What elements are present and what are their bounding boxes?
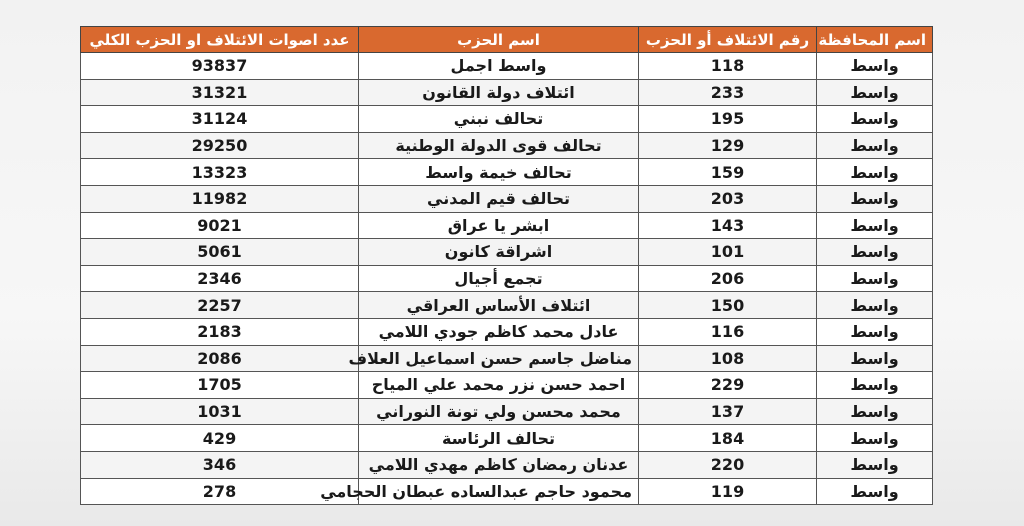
governorate-cell: واسط — [817, 398, 933, 425]
table-row — [81, 212, 933, 239]
governorate-cell: واسط — [817, 425, 933, 452]
party-name-cell: تحالف قيم المدني — [359, 185, 639, 212]
table-row — [81, 292, 933, 319]
table-row — [81, 106, 933, 133]
votes-cell: 2086 — [81, 345, 359, 372]
coalition-number-cell: 116 — [639, 318, 817, 345]
governorate-cell: واسط — [817, 292, 933, 319]
votes-cell: 9021 — [81, 212, 359, 239]
party-name-cell: مناضل جاسم حسن اسماعيل العلاف — [359, 345, 639, 372]
party-name-cell: ائتلاف دولة القانون — [359, 79, 639, 106]
votes-cell: 31321 — [81, 79, 359, 106]
party-name-cell: تحالف نبني — [359, 106, 639, 133]
governorate-cell: واسط — [817, 53, 933, 80]
governorate-cell: واسط — [817, 451, 933, 478]
table-row — [81, 53, 933, 80]
votes-cell: 346 — [81, 451, 359, 478]
governorate-cell: واسط — [817, 106, 933, 133]
party-name-cell: تحالف الرئاسة — [359, 425, 639, 452]
governorate-cell: واسط — [817, 265, 933, 292]
coalition-number-cell: 195 — [639, 106, 817, 133]
coalition-number-cell: 229 — [639, 372, 817, 399]
party-name-cell: محمد محسن ولي تونة النوراني — [359, 398, 639, 425]
coalition-number-cell: 118 — [639, 53, 817, 80]
governorate-cell: واسط — [817, 478, 933, 505]
coalition-number-cell: 159 — [639, 159, 817, 186]
governorate-cell: واسط — [817, 239, 933, 266]
table-row — [81, 372, 933, 399]
table-header-row — [81, 27, 933, 53]
table-row — [81, 132, 933, 159]
table-row — [81, 159, 933, 186]
election-results-table — [80, 26, 933, 505]
table-row — [81, 451, 933, 478]
governorate-cell: واسط — [817, 212, 933, 239]
table-row — [81, 79, 933, 106]
governorate-cell: واسط — [817, 372, 933, 399]
header-coalition-number: رقم الائتلاف أو الحزب — [639, 27, 817, 53]
votes-cell: 13323 — [81, 159, 359, 186]
table-body — [81, 53, 933, 505]
coalition-number-cell: 101 — [639, 239, 817, 266]
governorate-cell: واسط — [817, 185, 933, 212]
votes-cell: 31124 — [81, 106, 359, 133]
table-row — [81, 425, 933, 452]
governorate-cell: واسط — [817, 318, 933, 345]
party-name-cell: تجمع أجيال — [359, 265, 639, 292]
coalition-number-cell: 119 — [639, 478, 817, 505]
party-name-cell: اشراقة كانون — [359, 239, 639, 266]
coalition-number-cell: 108 — [639, 345, 817, 372]
coalition-number-cell: 220 — [639, 451, 817, 478]
party-name-cell: تحالف قوى الدولة الوطنية — [359, 132, 639, 159]
table-row — [81, 185, 933, 212]
party-name-cell: عادل محمد كاظم جودي اللامي — [359, 318, 639, 345]
coalition-number-cell: 184 — [639, 425, 817, 452]
votes-cell: 1705 — [81, 372, 359, 399]
votes-cell: 29250 — [81, 132, 359, 159]
votes-cell: 2346 — [81, 265, 359, 292]
coalition-number-cell: 150 — [639, 292, 817, 319]
votes-cell: 93837 — [81, 53, 359, 80]
votes-cell: 11982 — [81, 185, 359, 212]
table-row — [81, 239, 933, 266]
votes-cell: 5061 — [81, 239, 359, 266]
coalition-number-cell: 206 — [639, 265, 817, 292]
coalition-number-cell: 137 — [639, 398, 817, 425]
table-row — [81, 478, 933, 505]
results-table-container — [80, 26, 932, 505]
votes-cell: 1031 — [81, 398, 359, 425]
coalition-number-cell: 143 — [639, 212, 817, 239]
header-party-name: اسم الحزب — [359, 27, 639, 53]
party-name-cell: ائتلاف الأساس العراقي — [359, 292, 639, 319]
governorate-cell: واسط — [817, 132, 933, 159]
votes-cell: 278 — [81, 478, 359, 505]
party-name-cell: تحالف خيمة واسط — [359, 159, 639, 186]
coalition-number-cell: 203 — [639, 185, 817, 212]
votes-cell: 2257 — [81, 292, 359, 319]
party-name-cell: احمد حسن نزر محمد علي المياح — [359, 372, 639, 399]
table-row — [81, 265, 933, 292]
coalition-number-cell: 233 — [639, 79, 817, 106]
header-total-votes: عدد اصوات الائتلاف او الحزب الكلي — [81, 27, 359, 53]
coalition-number-cell: 129 — [639, 132, 817, 159]
party-name-cell: محمود حاجم عبدالساده عبطان الحجامي — [359, 478, 639, 505]
party-name-cell: عدنان رمضان كاظم مهدي اللامي — [359, 451, 639, 478]
header-governorate: اسم المحافظة — [817, 27, 933, 53]
votes-cell: 429 — [81, 425, 359, 452]
table-row — [81, 345, 933, 372]
votes-cell: 2183 — [81, 318, 359, 345]
governorate-cell: واسط — [817, 79, 933, 106]
party-name-cell: ابشر يا عراق — [359, 212, 639, 239]
party-name-cell: واسط اجمل — [359, 53, 639, 80]
governorate-cell: واسط — [817, 159, 933, 186]
table-row — [81, 398, 933, 425]
governorate-cell: واسط — [817, 345, 933, 372]
table-row — [81, 318, 933, 345]
